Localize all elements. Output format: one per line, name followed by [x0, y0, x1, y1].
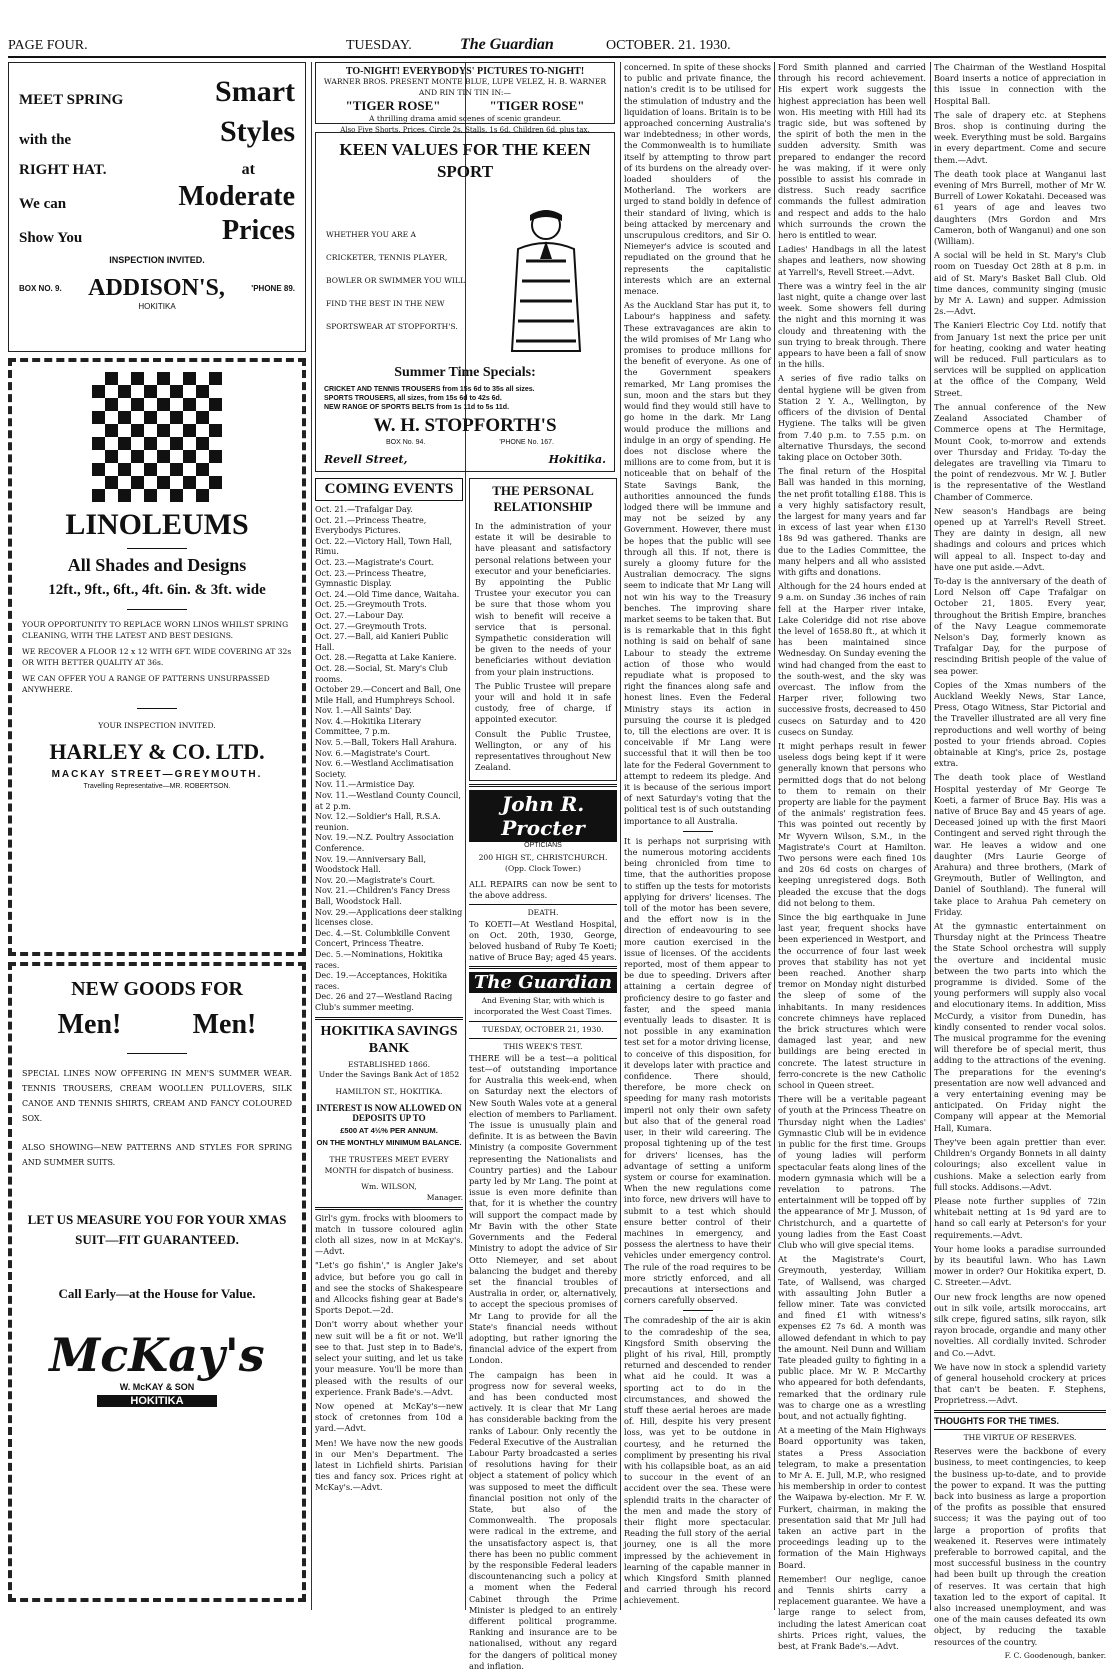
ad-text: 200 HIGH ST., CHRISTCHURCH. — [478, 853, 608, 863]
column-4 — [624, 62, 771, 1610]
paragraph: The sale of drapery etc. at Stephens Bros. shop is continuing during the week. Everything must be sold. Bargains in every department. Come and secure them.—Advt. — [934, 109, 1106, 165]
ad-text: A thrilling drama amid scenes of scenic grandeur. — [368, 114, 562, 124]
ad-text: HOKITIKA — [138, 302, 176, 311]
ad-text: 12ft., 9ft., 6ft., 4ft. 6in. & 3ft. wide — [48, 582, 266, 598]
event-item: Nov. 19.—N.Z. Poultry Association Conference. — [315, 833, 454, 853]
coming-events-title: COMING EVENTS — [315, 478, 463, 501]
death-notice: To KOETI—At Westland Hospital, on Oct. 20th, 1930, George, beloved husband of Ruby Te Koeti; native of Bruce Bay; aged 45 years. — [469, 918, 617, 963]
pictures-ad — [315, 62, 615, 134]
event-item: Nov. 11.—Armistice Day. — [315, 780, 415, 790]
paragraph: A series of five radio talks on dental hygiene will be given from Station 2 Y. A., Wellington, by officers of the division of Dental Hygiene. The talks will be given from 7.40 p.m. to 7.55 p.m. on alternative Thursdays, the second taking place on October 30th. — [778, 373, 926, 462]
ad-text: All Shades and Designs — [67, 555, 247, 575]
column-6 — [934, 62, 1106, 1660]
ad-text: MEET SPRING — [19, 92, 124, 108]
guardian-masthead: The Guardian — [469, 972, 617, 993]
paragraph: The death took place of Westland Hospital yesterday of Mr George Te Koeti, a farmer of Bruce Bay. His was a native of Bruce Bay and 45 years of age. Deceased joined up with the first Maori Contingent and served right through the war. He leaves a widow and one daughter (Mrs Laurie George of Arahura) and three brothers, (Mark of Greymouth, Butler of Wellington, and Daniel of Southland). The funeral will take place to Arahua Pah cemetery on Friday. — [934, 772, 1106, 917]
film-title: "TIGER ROSE" — [345, 98, 441, 114]
ad-text: In the administration of your estate it will be desirable to have pleasant and satisfactory personal relations between your executor and your beneficiaries. By appointing the Public Trustee your executor you can be sure that those whom you wish to benefit will receive a service that is personal. Sympathetic consideration will be given to the needs of your beneficiaries without deviation from your plain instructions. — [475, 521, 611, 677]
death-title: DEATH. — [527, 908, 559, 918]
ad-headline: TO-NIGHT! EVERYBODYS' PICTURES TO-NIGHT! — [345, 66, 585, 77]
header-date: OCTOBER. 21. 1930. — [606, 38, 731, 53]
ads-column — [8, 62, 306, 1610]
bank-text: Wm. WILSON, — [361, 1182, 417, 1192]
ad-text: CRICKET AND TENNIS TROUSERS from 15s 6d to 35s all sizes. — [324, 386, 535, 393]
linoleum-pattern-image — [92, 372, 222, 502]
ad-text: WHETHER YOU ARE A CRICKETER, TENNIS PLAYER, BOWLER OR SWIMMER YOU WILL FIND THE BEST IN THE NEW SPORTSWEAR AT STOPFORTH'S. — [326, 230, 466, 331]
mckays-ad — [8, 962, 306, 1602]
event-item: October 29.—Concert and Ball, One Mile Hall, and Humphreys School. — [315, 685, 461, 705]
procter-logo: John R. Procter — [469, 790, 617, 842]
event-item: Oct. 22.—Victory Hall, Town Hall, Rimu. — [315, 536, 453, 557]
bank-title: HOKITIKA SAVINGS BANK — [320, 1023, 458, 1056]
paragraph: There was a wintry feel in the air last night, quite a change over last week. Some showers fell during the night and this morning it was cloudy and threatening with the sun trying to break through. There appears to have been a fall of snow in the hills. — [778, 280, 926, 370]
event-item: Oct. 27.—Ball, aid Kanieri Public Hall. — [315, 632, 449, 652]
paragraph: Please note further supplies of 72in whitebait netting at 1s 9d yard are to hand so call early at Peterson's for your requirements.—Advt. — [934, 1195, 1106, 1240]
paragraph: Copies of the Xmas numbers of the Auckland Weekly News, Star Lance, Press, Otago Witness, Star Pictorial and the Traveller illustrated are all very fine reproductions and well worthy of being posted to your friends abroad. Copies obtainable at King's, price 2s, postage extra. — [934, 679, 1106, 769]
paragraph: Men! We have now the new goods in our Men's Department. The latest in Lichfield shirts. Parisian ties and fancy sox. Prices right at McKay's.—Advt. — [315, 1437, 463, 1493]
paragraph: Although for the 24 hours ended at 9 a.m. on Sunday .36 inches of rain fell at the Harper river intake, Lake Coleridge did not rise above the level of 1658.80 ft., at which it has been maintained since Wednesday. On Sunday evening the wind had changed from the east to the south-west, and the sky was overcast. The inflow from the Harper river, following two successive frosts, decreased to 450 cusecs on Saturday and to 420 cusecs on Sunday. — [778, 581, 926, 737]
ad-text: Show You — [19, 230, 83, 246]
event-item: Oct. 28.—Social, St. Mary's Club rooms. — [315, 663, 448, 684]
page-number: PAGE FOUR. — [8, 38, 88, 53]
ad-text: Hokitika. — [548, 453, 606, 466]
ad-text: SPORTS TROUSERS, all sizes, from 15s 6d to 42s 6d. — [324, 395, 502, 402]
paragraph: A social will be held in St. Mary's Club room on Tuesday Oct 28th at 8 p.m. in aid of St. Mary's Basket Ball Club. Old time dances, community singing (music by Mr A. Lawn) and supper. Admission 2s.—Advt. — [934, 250, 1106, 317]
event-item: Nov. 6.—Magistrate's Court. — [315, 748, 431, 758]
event-item: Nov. 12.—Soldier's Hall, R.S.A. reunion. — [315, 812, 441, 832]
paragraph: The annual conference of the New Zealand Associated Chamber of Commerce opens at The Hermitage, Mount Cook, to-morrow and extends over Thursday and Friday. To-day the delegates are travelling via Timaru to the point of rendezvous. Mr W. J. Butler is the representative of the Westland Chamber of Commerce. — [934, 401, 1106, 502]
stopforth-ad — [315, 132, 615, 472]
bank-text: HAMILTON ST., HOKITIKA. — [335, 1086, 443, 1096]
public-trustee-ad — [469, 478, 617, 781]
sportsman-illustration — [496, 201, 596, 361]
ad-text: 'PHONE No. 167. — [499, 439, 554, 446]
paragraph: Don't worry about whether your new suit will be a fit or not. We'll see to that. Just step in to Bade's, select your suiting, and let us take your measure. You'll be more than pleased with the results of our experience. Frank Bade's.—Advt. — [315, 1319, 463, 1397]
ad-text: Consult the Public Trustee, Wellington, or any of his representatives throughout New Zealand. — [475, 728, 611, 773]
event-item: Dec. 5.—Nominations, Hokitika races. — [315, 949, 443, 970]
column-3 — [469, 478, 617, 1671]
event-item: Nov. 21.—Children's Fancy Dress Ball, Woodstock Hall. — [315, 886, 450, 906]
ad-text: WE CAN OFFER YOU A RANGE OF PATTERNS UNSURPASSED ANYWHERE. — [22, 674, 270, 694]
paragraph: The death took place at Wanganui last evening of Mrs Burrell, mother of Mr W. Burrell of Lower Kokatahi. Deceased was 61 years of age and leaves two daughters (Mrs Gordon and Mrs Cameron, both of Wanganui) and one son (William). — [934, 168, 1106, 247]
ad-text: LET US MEASURE YOU FOR YOUR XMAS SUIT—FIT GUARANTEED. — [27, 1212, 287, 1247]
event-item: Oct. 24.—Old Time dance, Waitaha. — [315, 589, 460, 599]
ad-text: at — [241, 161, 255, 178]
ad-text: Styles — [220, 115, 295, 148]
ad-text: SPECIAL LINES NOW OFFERING IN MEN'S SUMMER WEAR. TENNIS TROUSERS, CREAM WOOLLEN PULLOVERS, SILK CANOE AND TENNIS SHIRTS, CREAM AND FANCY COLOURED SOX. — [22, 1069, 292, 1123]
paragraph: They've been again prettier than ever. Children's Organdy Bonnets in all dainty colourings; also excellent value in cushions. Make a selection early from full stocks. Addisons.—Advt. — [934, 1136, 1106, 1192]
ad-text: HOKITIKA — [97, 1395, 217, 1407]
event-item: Nov. 29.—Applications deer stalking licenses close. — [315, 907, 463, 928]
paragraph: It might perhaps result in fewer useless dogs being kept if it were generally known that persons who permitted dogs that do not belong to them to remain on their property are liable for the payment of the animals' registration fees. This was pointed out recently by Mr Wyvern Wilson, S.M., in the Magistrate's Court at Hamilton. Two persons were each fined 10s and 20s 6d costs on charges of keeping unregistered dogs. Both pleaded the excuse that the dogs did not belong to them. — [778, 740, 926, 908]
bank-text: THE TRUSTEES MEET EVERY MONTH for dispatch of business. — [324, 1155, 454, 1175]
editorial-date: TUESDAY, OCTOBER 21, 1930. — [482, 1024, 604, 1034]
ad-text: The Public Trustee will prepare your will and hold it in safe custody, free of charge, if appointed executor. — [475, 680, 611, 725]
ad-text: ALL REPAIRS can now be sent to the above address. — [469, 878, 617, 900]
paragraph: The final return of the Hospital Ball was handed in this morning, the net profit totalling £188. This is a very highly satisfactory result, the largest for many years and far in excess of last year when £130 18s 9d was gathered. Thanks are due to the Ladies Committee, the many helpers and all who assisted with gifts and donations. — [778, 466, 926, 577]
column-5 — [778, 62, 926, 1652]
paragraph: Since the big earthquake in June last year, frequent shocks have been experienced in Westport, and the occurrence of four last week proves that stability has not yet been reached. Another sharp tremor on Monday night disturbed the sleep of some of the inhabitants. In many residences concrete chimneys have replaced the brick structures which were damaged last year, and new buildings are being erected in concrete. The latest structure in ferro-concrete is the new Catholic school in Queen street. — [778, 912, 926, 1091]
bank-text: ON THE MONTHLY MINIMUM BALANCE. — [316, 1138, 462, 1148]
bank-text: Under the Savings Bank Act of 1852 — [318, 1070, 460, 1080]
ad-text: 'PHONE 89. — [251, 284, 295, 293]
event-item: Oct. 27.—Labour Day. — [315, 610, 404, 620]
ad-text: (Opp. Clock Tower.) — [504, 864, 582, 874]
stopforth-name: W. H. STOPFORTH'S — [373, 415, 557, 436]
event-item: Nov. 20.—Magistrate's Court. — [315, 875, 436, 885]
ad-text: Prices — [221, 215, 295, 246]
ad-text: YOUR OPPORTUNITY TO REPLACE WORN LINOS WHILST SPRING CLEANING, WITH THE LATEST AND BEST DESIGNS. — [22, 620, 289, 640]
event-item: Oct. 21.—Trafalgar Day. — [315, 505, 413, 514]
ad-text: OPTICIANS — [524, 842, 562, 850]
paragraph: Girl's gym. frocks with bloomers to match in tussore coloured aglin cloth all sizes, now in at McKay's.—Advt. — [315, 1212, 463, 1257]
thoughts-signature: F. C. Goodenough, banker. — [1004, 1650, 1106, 1660]
ad-text: BOX No. 94. — [386, 439, 426, 446]
event-item: Oct. 21.—Princess Theatre, Everybodys Pictures. — [315, 515, 427, 536]
ad-text: Smart — [215, 75, 295, 108]
thoughts-title: THOUGHTS FOR THE TIMES. — [934, 1415, 1059, 1426]
event-item: Nov. 19.—Anniversary Ball, Woodstock Hall. — [315, 854, 426, 875]
event-item: Dec. 26 and 27—Westland Racing Club's summer meeting. — [315, 992, 453, 1012]
ad-text: Summer Time Specials: — [394, 365, 536, 380]
bank-text: ESTABLISHED 1866. — [347, 1059, 431, 1069]
event-item: Oct. 23.—Magistrate's Court. — [315, 557, 435, 567]
paragraph: The Chairman of the Westland Hospital Board inserts a notice of appreciation in this issue in connection with the Hospital Ball. — [934, 62, 1106, 106]
paragraph: As the Auckland Star has put it, to Labour's happiness and safety. These extravagances are akin to the wild promises of Mr Lang who promises to produce millions for the benefit of everyone. As one of the Government speakers remarked, Mr Lang promises the sun, moon and the stars but they would find they would still have to go home in the dark. Mr Lang would produce the millions and indulge in an orgy of spending. He does not disclose where the millions are to come from, but it is noticeable that on behalf of the State Savings Bank, the authorities announced the funds lodged there will be immune and may not be seized by any Government. However, there must be hopes that the public will see through all this. If not, there is surely a gloomy future for the Australian democracy. The signs seem to indicate that Mr Lang will not win his way to the Treasury benches. The improving share market seems to be taken that. But is is remarkable that in this fight nothing is said on behalf of sane Labour to steady the extreme action of those who would repudiate what is proposed to right the finances along safe and honest lines. Even the Federal Ministry stays its action in pursuing the course it is pledged to, till the elections are over. It is conceivable if Mr Lang were successful that it will then be too late for the Federal Government to attempt to redeem its pledge. And it is because of the serious import of next Saturday's voting that the political test is of such outstanding importance to all Australia. — [624, 300, 771, 826]
event-item: Nov. 5.—Ball, Tokers Hall Arahura. — [315, 738, 457, 748]
ad-text: Also Five Shorts. Prices, Circle 2s, Stalls, 1s 6d, Children 6d, plus tax. — [340, 125, 590, 134]
event-item: Oct. 27.—Greymouth Trots. — [315, 621, 427, 631]
paragraph: The campaign has been in progress now for several weeks, and has been conducted most actively. It is clear that Mr Lang has considerable backing from the ranks of Labour. Only recently the Federal Executive of the Australian Labour Party broadcasted a series of resolutions having for their object a statement of policy which was supposed to meet the difficult financial position not only of the State, but also of the Commonwealth. The proposals were radical in the extreme, and the unsatisfactory aspect is, that there has been no public comment by the responsible Federal leaders discountenancing such a policy at a moment when the Federal Cabinet through the Prime Minister is pledged to an entirely different political programme. Ranking and insurance are to be nationalised, without any regard for the dangers of political money and inflation. — [469, 1369, 617, 1671]
bank-text: INTEREST IS NOW ALLOWED ON DEPOSITS UP TO — [316, 1103, 462, 1124]
addisons-name: ADDISON'S, — [88, 275, 225, 301]
ad-text: RIGHT HAT. — [19, 162, 107, 178]
paragraph: At the Magistrate's Court, Greymouth, yesterday, William Tate, of Wallsend, was charged with assaulting John Butler a fellow miner. Tate was convicted and fined £1 with witness's expenses £2 7s 6d. A month was allowed defendant in which to pay the amount. Neil Dunn and William Tate pleaded guilty to fighting in a public place. Mr W. P. McCarthy who appeared for both defendants, remarked that the ordinary rule was to charge one as a wrestling bout, and not actually fighting. — [778, 1254, 926, 1421]
event-item: Nov. 4.—Hokitika Literary Committee, 7 p.m. — [315, 716, 421, 737]
paragraph: THERE will be a test—a political test—of outstanding importance for Australia this week-end, when on Saturday next the electors of New South Wales vote at a general election of members to Parliament. The issue is unusually plain and definite. It is as between the Bavin Ministry (a composite Government representing the Nationalists and Country parties) and the Labour party led by Mr Lang. The point at issue is even more definite than that, for it is whether the country will support the compact made by Mr Bavin with the other State Governments and the Federal Ministry to adopt the advice of Sir Otto Niemeyer, and set about balancing the budget and thereby set the financial troubles of Australia in order, or, alternatively, to accept the specious promises of Mr Lang to provide for all the State's financial needs without adopting, but rather ignoring the financial advice of the expert from London. — [469, 1052, 617, 1366]
ad-text: INSPECTION INVITED. — [109, 255, 205, 265]
ad-text: NEW RANGE OF SPORTS BELTS from 1s 11d to 5s 11d. — [324, 404, 510, 411]
paragraph: The Kanieri Electric Coy Ltd. notify that from January 1st next the price per unit for heating, cooking and water heating will be reduced. Full particulars as to services will be supplied on application at the office of the Company, Weld Street. — [934, 320, 1106, 398]
thoughts-subtitle: THE VIRTUE OF RESERVES. — [963, 1432, 1077, 1442]
ad-text: BOX NO. 9. — [19, 284, 62, 293]
paragraph: Reserves were the backbone of every business, to meet contingencies, to keep the business up-to-date, and to provide the power to expand. It was the putting back into business as large a proportion of the profits as possible that ensured success; it was the paying out of too large a proportion of profits that weakened it. Reserves were intimately preferable to borrowed capital, and the most successful business in the country had been built up through the creation of reserves. It was certain that high taxation led to the export of capital. It also increased unemployment, and was one of the main causes defeated its own object, by reducing the taxable resources of the country. — [934, 1446, 1106, 1647]
ad-headline: KEEN VALUES FOR THE KEEN SPORT — [339, 140, 591, 181]
ad-text: MACKAY STREET—GREYMOUTH. — [51, 769, 263, 781]
paragraph: Remember! Our neglige, canoe and Tennis shirts carry a replacement guarantee. We have a large range to select from, including the latest American coat shirts. Prices right, values, the best, at Frank Bade's.—Advt. — [778, 1573, 926, 1652]
ad-text: Travelling Representative—MR. ROBERTSON. — [83, 783, 231, 791]
paragraph: At a meeting of the Main Highways Board opportunity was taken, states a Press Association telegram, to make a presentation to Mr A. E. Jull, M.P., who resigned his membership in order to contest the Waipawa by-election. Mr F. W. Furkert, chairman, in making the presentation said that Mr Jull had taken an active part in the proceedings leading up to the formation of the Main Highways Board. — [778, 1425, 926, 1570]
masthead-title: The Guardian — [460, 36, 554, 53]
paragraph: New season's Handbags are being opened up at Yarrell's Revell Street. They are dainty in design, all new shadings and colours and prices which will appeal to all. Inspect to-day and have one put aside.—Advt. — [934, 505, 1106, 572]
paragraph: Now opened at McKay's—new stock of cretonnes from 10d a yard.—Advt. — [315, 1400, 463, 1434]
event-item: Nov. 1.—All Saints' Day. — [315, 706, 412, 716]
ad-text: W. McKAY & SON — [119, 1382, 195, 1392]
harley-ad — [8, 358, 306, 956]
bank-text: £500 AT 4½% PER ANNUM. — [340, 1126, 438, 1136]
page-header — [8, 38, 1106, 58]
addisons-ad — [8, 62, 306, 352]
harley-name: HARLEY & CO. LTD. — [49, 739, 265, 765]
mckays-logo: McKay's — [49, 1328, 265, 1382]
ad-headline: Men! — [57, 1009, 122, 1040]
ad-text: Revell Street, — [324, 453, 408, 466]
event-item: Dec. 19.—Acceptances, Hokitika races. — [315, 971, 448, 991]
film-title: "TIGER ROSE" — [489, 98, 585, 114]
event-item: Nov. 11.—Westland County Council, at 2 p.m. — [315, 791, 461, 811]
events-list — [315, 505, 463, 1014]
paragraph: Ford Smith planned and carried through his record achievement. His expert work suggests the highest appreciation has been well won. His meeting with Hill had its tragic side, but was softened by the spirit of both the men in the sudden adversity. Smith was prepared to endanger the record he was making, if it were only possible to assist his comrade in distress. Such ready sacrifice commands the fullest admiration and respect and adds to the halo which surrounds the crown the hero is entitled to wear. — [778, 62, 926, 241]
ad-headline: LINOLEUMS — [65, 508, 249, 541]
paragraph: We have now in stock a splendid variety of general household crockery at prices that can't be beaten. F. Stephens, Proprietress.—Advt. — [934, 1361, 1106, 1406]
ad-text: WARNER BROS. PRESENT MONTE BLUE, LUPE VELEZ, H. B. WARNER AND RIN TIN TIN IN:— — [323, 77, 607, 97]
event-item: Nov. 6.—Westland Acclimatisation Society. — [315, 759, 454, 779]
ad-headline: Men! — [192, 1009, 257, 1040]
paragraph: concerned. In spite of these shocks to public and private finance, the nation's credit is to be utilised for the stimulation of industry and the liquidation of loans. Britain is to be approached concerning Australia's war indebtedness; in other words, the Commonwealth is to humiliate itself by attempting to throw part of its burdens on the already over-loaded shoulders of the Motherland. The workers are urged to stand boldly in defence of their standard of living, which is being attacked by mercenary and unscrupulous creditors, and Sir O. Niemeyer's advice is scouted and repudiated on the ground that he represents the capitalistic interests which are an external menace. — [624, 62, 771, 297]
paragraph: There will be a veritable pageant of youth at the Princess Theatre on Thursday night when the Ladies' Gymnastic Club will be in evidence in public for the first time. Groups of young ladies will perform spectacular feats along lines of the modern gymnasia which will be a revelation to patrons. The entertainment will be topped off by the appearance of Mr J. Musson, of Christchurch, and a quartette of young ladies from the East Coast Club who will give special items. — [778, 1094, 926, 1250]
paragraph: At the gymnastic entertainment on Thursday night at the Princess Theatre the State School orchestra will supply the overture and incidental music between the two parts into which the programme is divided. Some of the young performers will supply also vocal and elocutionary items. In addition, Miss McCurdy, a visitor from Dunedin, has kindly consented to render vocal solos. The musical programme for the evening will therefore be of special merit, thus adding to the attractions of the evening. The preparations for the evening's presentation are now well advanced and a very entertaining evening may be anticipated. On Friday night the Company will appear at the Memorial Hall, Kumara. — [934, 921, 1106, 1133]
event-item: Oct. 28.—Regatta at Lake Kaniere. — [315, 653, 457, 663]
ad-text: Moderate — [178, 181, 295, 212]
guardian-sub: And Evening Star, with which is incorporated the West Coast Times. — [474, 996, 612, 1017]
ad-text: YOUR INSPECTION INVITED. — [98, 720, 216, 730]
ad-headline: NEW GOODS FOR — [71, 978, 243, 1000]
paragraph: It is perhaps not surprising with the numerous motoring accidents being chronicled from time to time, that the authorities propose to stiffen up the tests for motorists applying for drivers' licenses. The toll of the motor has been severe, and the effort now is in the direction of endeavouring to see more caution exercised in the issue of licenses. Of the accidents reported, most of them appear to be due to speeding. Drivers after attaining a certain degree of proficiency desire to go faster and faster, and the speed mania eventually leads to disaster. It is not possible in any examination test set for a motor driving license, to conceive of this disposition, for it develops later with practice and confidence. There should, therefore, be more check on speeding for many rash motorists imperil not only their own safety but also that of the general road user, in their wild careering. The proposal tightening up of the test for drivers' licenses, has the advantage of setting a uniform system or course for examination. When the new regulations come into force, new drivers will have to submit to a test which should ensure better control of their machines in emergency, and possess the alertness to have their vehicles under emergency control. The rule of the road requires to be more strictly enforced, and all precautions at intersections and corners carefully observed. — [624, 835, 771, 1306]
event-item: Oct. 25.—Greymouth Trots. — [315, 600, 427, 610]
ad-text: Call Early—at the House for Value. — [58, 1286, 256, 1301]
ad-text: We can — [19, 196, 67, 212]
paragraph: "Let's go fishin'," is Angler Jake's advice, but before you go call in and see the stocks of Shakespeare and Allcocks fishing gear at Bade's Sports Depot.—2d. — [315, 1260, 463, 1316]
ad-text: ALSO SHOWING—NEW PATTERNS AND STYLES FOR SPRING AND SUMMER SUITS. — [22, 1143, 292, 1167]
paragraph: Your home looks a paradise surrounded by its beautiful lawn. Who has Lawn mower in order? Our Hokitika expert, D. C. Streeter.—Advt. — [934, 1243, 1106, 1288]
paragraph: Our new frock lengths are now opened out in silk voile, artsilk moroccains, art silk crepe, figured satins, silk rayon, silk rayon brocade, organdie and many other novelties. All cordially invited. Schroder and Co.—Advt. — [934, 1291, 1106, 1358]
paragraph: The comradeship of the air is akin to the comradeship of the sea, Kingsford Smith observing the plight of his rival, Hill, promptly returned and descended to render what aid he could. It was a sporting act to do in the circumstances, and showed the stuff these aerial heroes are made of. Hill, despite his very present loss, was yet to be outdone in courtesy, and he returned the compliment by presenting his rival with his collapsible boat, as an aid to succour in the event of an accident over the sea. These were splendid traits in the character of the men and made the story of their flight more spectacular. Reading the full story of the aerial journey, one is all the more impressed by the achievement in learning of the capable manner in which Kingsford Smith planned and carried through his record achievement. — [624, 1315, 771, 1606]
event-item: Dec. 4.—St. Columbkille Convent Concert, Princess Theatre. — [315, 928, 450, 949]
paragraph: To-day is the anniversary of the death of Lord Nelson off Cape Trafalgar on October 21, 1805. Every year, throughout the British Empire, branches of the Navy League commemorate Nelson's Day, formerly known as Trafalgar Day, for the purpose of rescinding British people of the value of sea power. — [934, 575, 1106, 676]
column-2 — [315, 478, 463, 1608]
ad-text: with the — [19, 132, 72, 148]
paragraph: Ladies' Handbags in all the latest shapes and leathers, now showing at Yarrell's, Revell Street.—Advt. — [778, 244, 926, 277]
ad-text: WE RECOVER A FLOOR 12 x 12 WITH 6FT. WIDE COVERING AT 32s OR WITH BETTER QUALITY AT 36s. — [22, 647, 292, 667]
ad-headline: THE PERSONAL RELATIONSHIP — [492, 483, 594, 514]
bank-text: Manager. — [426, 1193, 463, 1203]
editorial-headline: THIS WEEK'S TEST. — [503, 1042, 583, 1052]
event-item: Oct. 23.—Princess Theatre, Gymnastic Display. — [315, 568, 427, 589]
header-day: TUESDAY. — [346, 38, 412, 53]
